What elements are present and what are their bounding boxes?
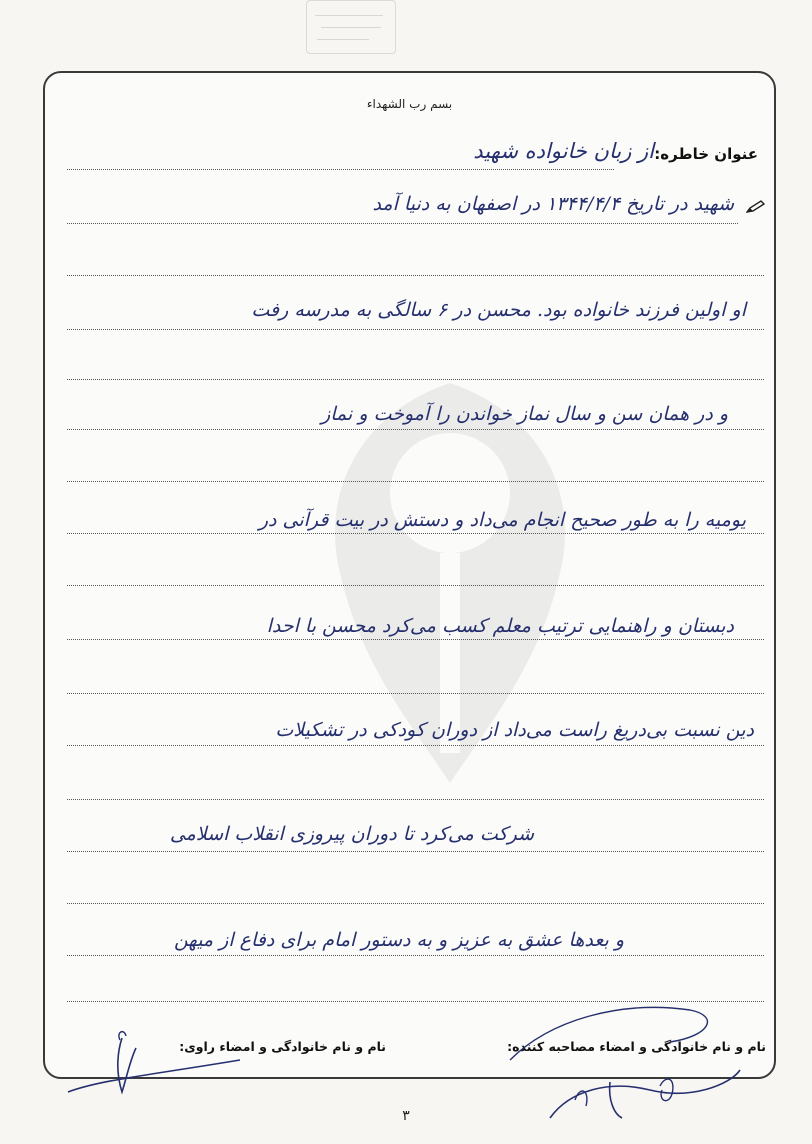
handwritten-line: و بعدها عشق به عزیز و به دستور امام برای دفاع از میهن bbox=[173, 929, 624, 951]
ruled-line bbox=[67, 481, 764, 482]
handwritten-line: شهید در تاریخ ۱۳۴۴/۴/۴ در اصفهان به دنیا آمد bbox=[372, 193, 734, 215]
bismillah-header: بسم رب الشهداء bbox=[366, 97, 453, 111]
narrator-signature-label: نام و نام خانوادگی و امضاء راوی: bbox=[179, 1039, 386, 1054]
ruled-line bbox=[67, 379, 764, 380]
ruled-line bbox=[67, 799, 764, 800]
ruled-line bbox=[67, 903, 764, 904]
ruled-line bbox=[67, 585, 764, 586]
handwritten-line: یومیه را به طور صحیح انجام می‌داد و دستش در بیت قرآنی در bbox=[258, 509, 746, 531]
handwritten-line: او اولین فرزند خانواده بود. محسن در ۶ سالگی به مدرسه رفت bbox=[251, 299, 746, 321]
memoir-form bbox=[43, 71, 776, 1079]
archive-stamp bbox=[306, 0, 396, 54]
pencil-icon bbox=[746, 199, 766, 218]
ruled-line bbox=[67, 275, 764, 276]
page-number: ۳ bbox=[402, 1108, 410, 1124]
ruled-line bbox=[67, 223, 738, 224]
handwritten-line: شرکت می‌کرد تا دوران پیروزی انقلاب اسلامی bbox=[169, 823, 534, 845]
ruled-line bbox=[67, 329, 764, 330]
ruled-line bbox=[67, 851, 764, 852]
memoir-title-label: عنوان خاطره: bbox=[654, 145, 758, 163]
ruled-line bbox=[67, 745, 764, 746]
ruled-line bbox=[67, 639, 764, 640]
narrator-signature bbox=[60, 1020, 260, 1110]
ruled-line bbox=[67, 693, 764, 694]
handwritten-line: دبستان و راهنمایی ترتیب معلم کسب می‌کرد محسن با احدا bbox=[266, 615, 734, 637]
memoir-title-value: از زبان خانواده شهید bbox=[473, 139, 654, 163]
ruled-line bbox=[67, 429, 764, 430]
ruled-line bbox=[67, 533, 764, 534]
handwritten-line: و در همان سن و سال نماز خواندن را آموخت و نماز bbox=[321, 403, 728, 425]
handwritten-line: دین نسبت بی‌دریغ راست می‌داد از دوران کودکی در تشکیلات bbox=[275, 719, 754, 741]
interviewer-signature-label: نام و نام خانوادگی و امضاء مصاحبه کننده: bbox=[507, 1039, 766, 1054]
ruled-line bbox=[67, 169, 614, 170]
ruled-line bbox=[67, 955, 764, 956]
